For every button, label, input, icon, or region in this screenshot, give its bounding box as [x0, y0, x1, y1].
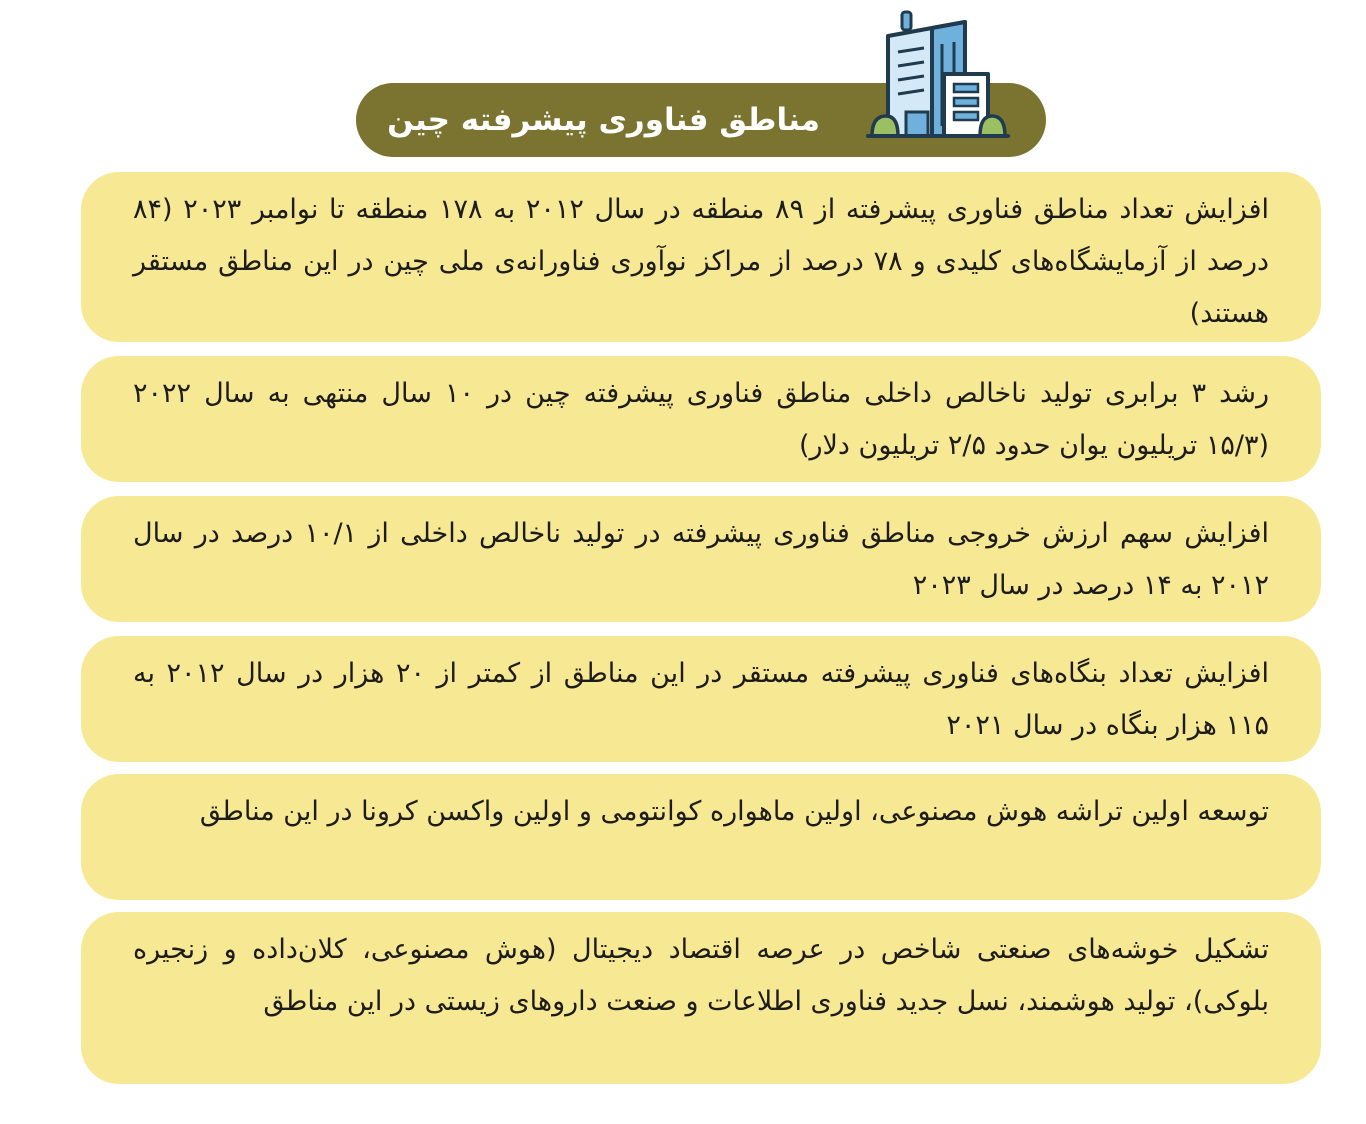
info-card — [81, 496, 1321, 622]
info-card — [81, 172, 1321, 342]
info-card-text: افزایش تعداد مناطق فناوری پیشرفته از ۸۹ منطقه در سال ۲۰۱۲ به ۱۷۸ منطقه تا نوامبر ۲۰۲۳ (۸۴ درصد از آزمایشگاه‌های کلیدی و ۷۸ درصد از مراکز نوآوری فناورانه‌ی ملی چین در این مناطق مستقر هستند) — [133, 194, 1270, 329]
info-card-text: افزایش تعداد بنگاه‌های فناوری پیشرفته مستقر در این مناطق از کمتر از ۲۰ هزار در سال ۲۰۱۲ به ۱۱۵ هزار بنگاه در سال ۲۰۲۱ — [133, 658, 1270, 741]
info-card-text: افزایش سهم ارزش خروجی مناطق فناوری پیشرفته در تولید ناخالص داخلی از ۱۰/۱ درصد در سال ۲۰۱۲ به ۱۴ درصد در سال ۲۰۲۳ — [133, 518, 1269, 601]
info-card-text: رشد ۳ برابری تولید ناخالص داخلی مناطق فناوری پیشرفته چین در ۱۰ سال منتهی به سال ۲۰۲۲ (۱۵/۳ تریلیون یوان حدود ۲/۵ تریلیون دلار) — [133, 378, 1269, 461]
info-card — [81, 774, 1321, 900]
info-card — [81, 636, 1321, 762]
info-card-text: توسعه اولین تراشه هوش مصنوعی، اولین ماهواره کوانتومی و اولین واکسن کرونا در این مناطق — [199, 796, 1269, 827]
office-building-icon — [862, 8, 1012, 140]
info-card-text: تشکیل خوشه‌های صنعتی شاخص در عرصه اقتصاد دیجیتال (هوش مصنوعی، کلان‌داده و زنجیره بلوکی)، تولید هوشمند، نسل جدید فناوری اطلاعات و صنعت داروهای زیستی در این مناطق — [133, 934, 1269, 1017]
info-card — [81, 356, 1321, 482]
page-title: مناطق فناوری پیشرفته چین — [387, 102, 820, 138]
info-card — [81, 912, 1321, 1084]
